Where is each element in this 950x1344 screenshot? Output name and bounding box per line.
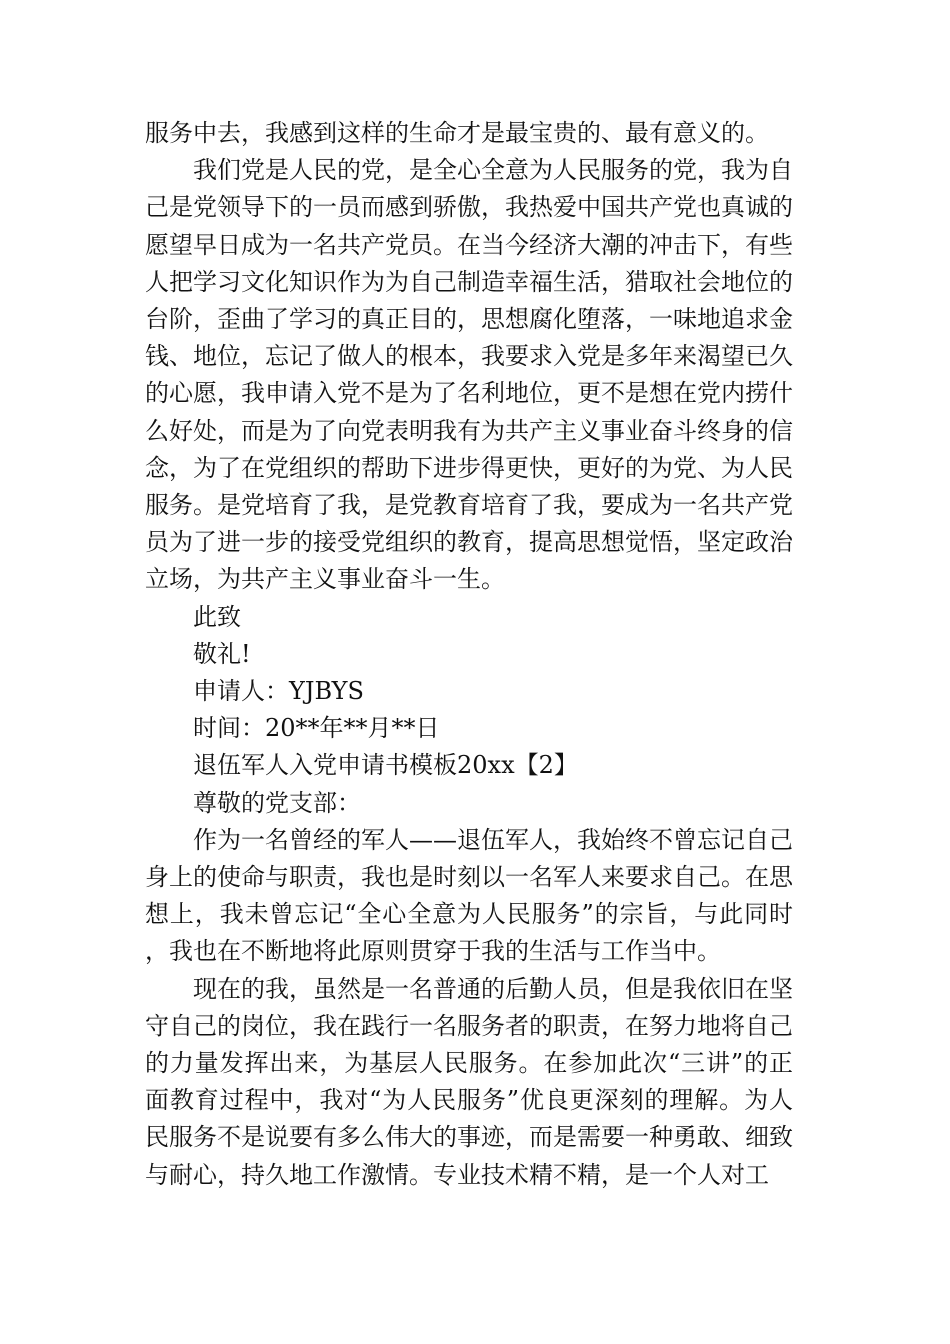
applicant-line: 申请人：YJBYS [193, 677, 364, 706]
paragraph-1: 服务中去，我感到这样的生命才是最宝贵的、最有意义的。 [145, 119, 769, 147]
paragraph-3: 作为一名曾经的军人——退伍军人，我始终不曾忘记自己身上的使命与职责，我也是时刻以一名军人来要求自己。在思想上，我未曾忘记“全心全意为人民服务”的宗旨，与此同时，我也在不断地将此原则贯穿于我的生活与工作当中。 [145, 825, 793, 966]
closing-salutation: 此致 [193, 602, 241, 631]
greeting: 尊敬的党支部： [193, 788, 361, 817]
section-title: 退伍军人入党申请书模板20xx【2】 [193, 751, 578, 780]
paragraph-4: 现在的我，虽然是一名普通的后勤人员，但是我依旧在坚守自己的岗位，我在践行一名服务者的职责，在努力地将自己的力量发挥出来，为基层人民服务。在参加此次“三讲”的正面教育过程中，我对“为人民服务”优良更深刻的理解。为人民服务不是说要有多么伟大的事迹，而是需要一种勇敢、细致与耐心，持久地工作激情。专业技术精不精，是一个人对工 [145, 974, 793, 1189]
document-page [145, 115, 793, 1194]
paragraph-2: 我们党是人民的党，是全心全意为人民服务的党，我为自己是党领导下的一员而感到骄傲，我热爱中国共产党也真诚的愿望早日成为一名共产党员。在当今经济大潮的冲击下，有些人把学习文化知识作为为自己制造幸福生活，猎取社会地位的台阶，歪曲了学习的真正目的，思想腐化堕落，一味地追求金钱、地位，忘记了做人的根本，我要求入党是多年来渴望已久的心愿，我申请入党不是为了名利地位，更不是想在党内捞什么好处，而是为了向党表明我有为共产主义事业奋斗终身的信念，为了在党组织的帮助下进步得更快，更好的为党、为人民服务。是党培育了我，是党教育培育了我，要成为一名共产党员为了进一步的接受党组织的教育，提高思想觉悟，坚定政治立场，为共产主义事业奋斗一生。 [145, 156, 793, 594]
date-line: 时间：20**年**月**日 [193, 714, 440, 743]
closing-regards: 敬礼! [193, 639, 251, 668]
